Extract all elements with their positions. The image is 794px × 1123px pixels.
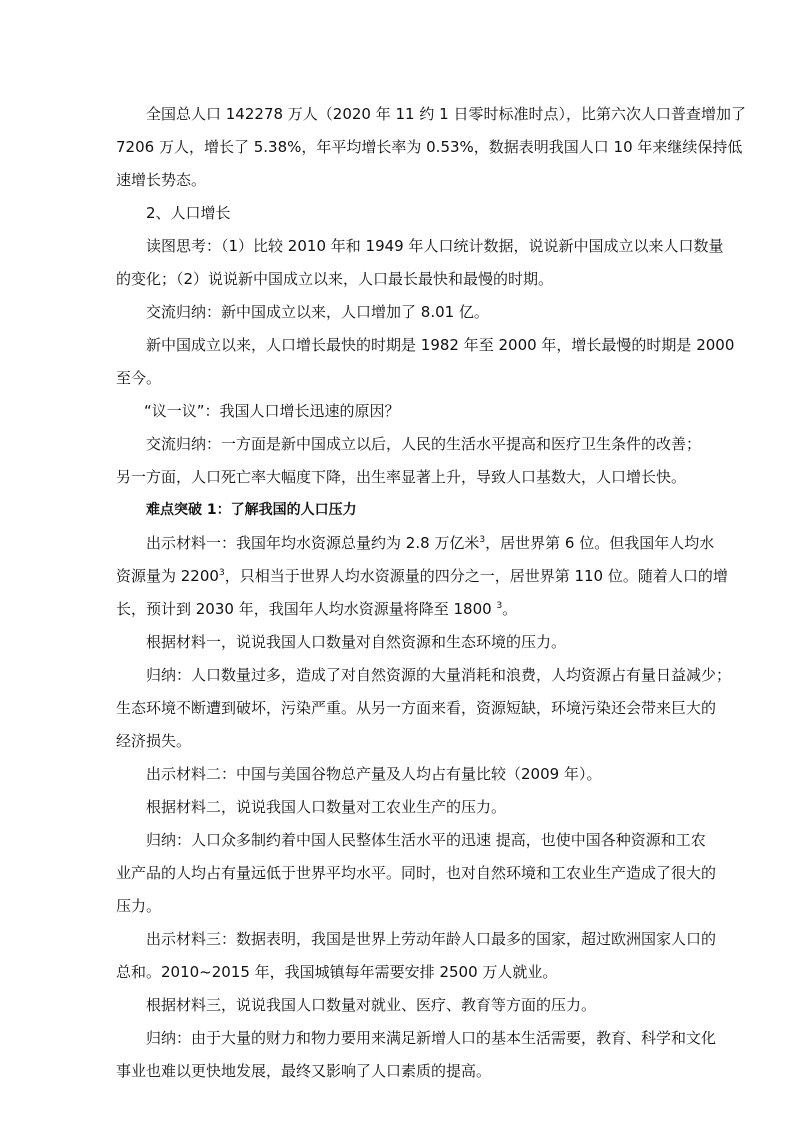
- paragraph-material-2: 出示材料二：中国与美国谷物总产量及人均占有量比较（2009 年）。: [146, 765, 602, 783]
- material-1-superscript-3: 3: [496, 601, 503, 611]
- paragraph-material-1-line-2: [116, 560, 728, 593]
- paragraph-question-3: 根据材料三，说说我国人口数量对就业、医疗、教育等方面的压力。: [146, 996, 597, 1014]
- paragraph-question-1: 根据材料一，说说我国人口数量对自然资源和生态环境的压力。: [146, 633, 567, 651]
- paragraph-population-line-1: 全国总人口 142278 万人（2020 年 11 约 1 日零时标准时点），比第六次人口普查增加了: [146, 105, 746, 123]
- paragraph-material-1-line-1: [116, 527, 715, 560]
- paragraph-summary-2-line-1: 交流归纳：一方面是新中国成立以后，人民的生活水平提高和医疗卫生条件的改善；: [146, 435, 702, 453]
- material-1-text-a: 出示材料一：我国年均水资源总量约为 2.8 万亿米: [146, 534, 480, 552]
- paragraph-material-3-line-1: 出示材料三：数据表明，我国是世界上劳动年龄人口最多的国家，超过欧洲国家人口的: [146, 930, 717, 948]
- paragraph-discuss: “议一议”：我国人口增长迅速的原因？: [144, 402, 400, 420]
- paragraph-summary-1: 交流归纳：新中国成立以来，人口增加了 8.01 亿。: [146, 303, 489, 321]
- paragraph-fastest-line-2: 至今。: [116, 369, 162, 387]
- paragraph-answer-3-line-1: 归纳：由于大量的财力和物力要用来满足新增人口的基本生活需要，教育、科学和文化: [146, 1029, 717, 1047]
- paragraph-population-line-3: 速增长势态。: [116, 171, 207, 189]
- paragraph-answer-1-line-2: 生态环境不断遭到破坏，污染严重。从另一方面来看，资源短缺，环境污染还会带来巨大的: [116, 699, 717, 717]
- paragraph-think-line-1: 读图思考：（1）比较 2010 年和 1949 年人口统计数据，说说新中国成立以来人口数量: [146, 237, 724, 255]
- material-1-text-f: 。: [502, 600, 518, 618]
- material-1-superscript-1: 3: [479, 535, 486, 545]
- paragraph-answer-2-line-3: 压力。: [116, 897, 162, 915]
- paragraph-answer-2-line-2: 业产品的人均占有量远低于世界平均水平。同时，也对自然环境和工农业生产造成了很大的: [116, 864, 717, 882]
- paragraph-population-line-2: 7206 万人，增长了 5.38%，年平均增长率为 0.53%，数据表明我国人口 10 年来继续保持低: [116, 138, 743, 156]
- paragraph-answer-2-line-1: 归纳：人口众多制约着中国人民整体生活水平的迅速 提高，也使中国各种资源和工农: [146, 831, 706, 849]
- heading-population-growth: 2、人口增长: [146, 204, 231, 222]
- paragraph-answer-3-line-2: 事业也难以更快地发展，最终又影响了人口素质的提高。: [116, 1062, 492, 1080]
- paragraph-answer-1-line-1: 归纳：人口数量过多，造成了对自然资源的大量消耗和浪费，人均资源占有量日益减少；: [146, 666, 732, 684]
- material-1-superscript-2: 3: [218, 568, 225, 578]
- paragraph-material-1-line-3: [116, 593, 678, 626]
- paragraph-think-line-2: 的变化；（2）说说新中国成立以来，人口最长最快和最慢的时期。: [116, 270, 554, 288]
- material-1-text-e: 长，预计到 2030 年，我国年人均水资源量将降至 1800: [116, 600, 497, 618]
- paragraph-material-3-line-2: 总和。2010~2015 年，我国城镇每年需要安排 2500 万人就业。: [116, 963, 558, 981]
- paragraph-answer-1-line-3: 经济损失。: [116, 732, 192, 750]
- document-body: [116, 98, 746, 1088]
- material-1-text-d: ，只相当于世界人均水资源量的四分之一，居世界第 110 位。随着人口的增: [224, 567, 728, 585]
- paragraph-fastest-line-1: 新中国成立以来，人口增长最快的时期是 1982 年至 2000 年，增长最慢的时期是 2000: [146, 336, 735, 354]
- paragraph-question-2: 根据材料二，说说我国人口数量对工农业生产的压力。: [146, 798, 507, 816]
- paragraph-summary-2-line-2: 另一方面，人口死亡率大幅度下降，出生率显著上升，导致人口基数大，人口增长快。: [116, 468, 687, 486]
- material-1-text-c: 资源量为 2200: [116, 567, 219, 585]
- material-1-text-b: ，居世界第 6 位。但我国年人均水: [485, 534, 715, 552]
- heading-key-point: 难点突破 1：了解我国的人口压力: [146, 502, 357, 518]
